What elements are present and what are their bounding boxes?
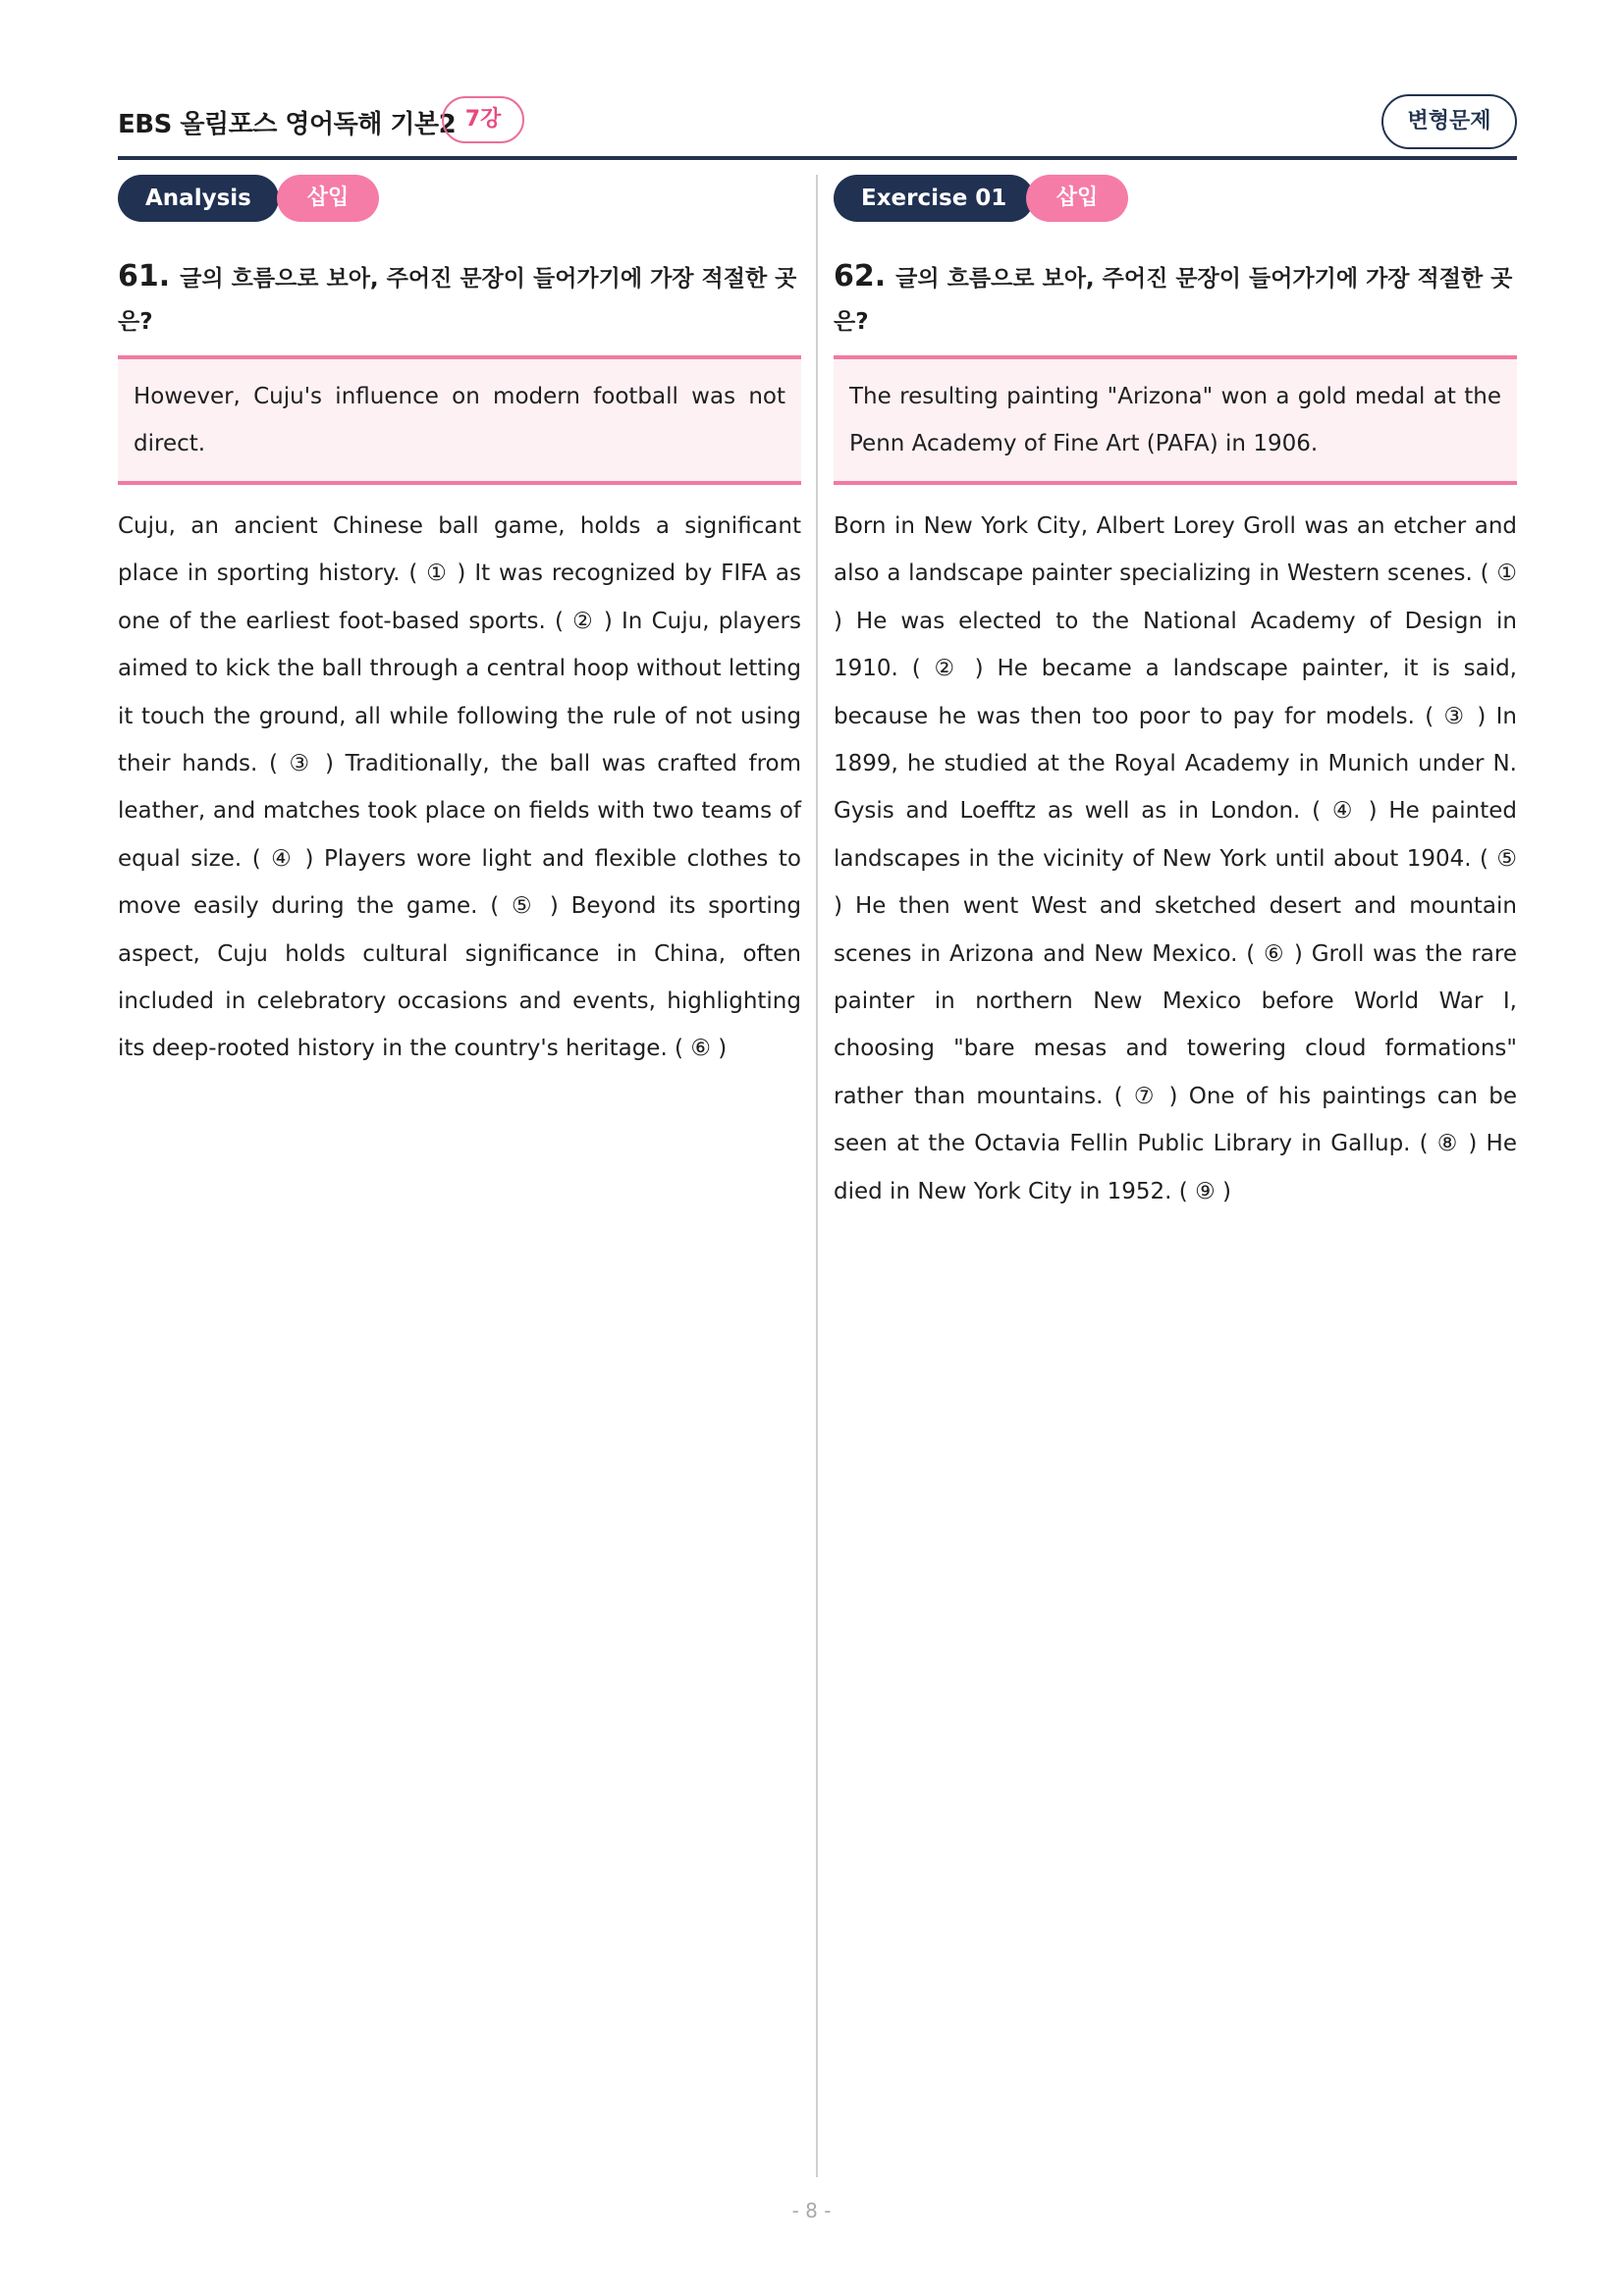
- column-divider: [816, 175, 818, 2177]
- insertion-tag: 삽입: [1026, 175, 1128, 222]
- page-number: - 8 -: [791, 2199, 832, 2222]
- question-number: 61.: [118, 259, 171, 294]
- right-column: [834, 175, 1517, 1215]
- left-tags: [118, 175, 801, 222]
- header-divider: [118, 156, 1517, 160]
- given-sentence-box: [834, 355, 1517, 485]
- question-text: 글의 흐름으로 보아, 주어진 문장이 들어가기에 가장 적절한 곳은?: [118, 266, 797, 335]
- variant-badge: 변형문제: [1381, 94, 1517, 149]
- page-header: [118, 94, 1517, 157]
- left-column: [118, 175, 801, 1073]
- right-tags: [834, 175, 1517, 222]
- given-sentence-box: [118, 355, 801, 485]
- analysis-tag: Analysis: [118, 175, 279, 222]
- question-text: 글의 흐름으로 보아, 주어진 문장이 들어가기에 가장 적절한 곳은?: [834, 266, 1513, 335]
- question-61: [118, 255, 801, 344]
- lesson-badge: 7강: [442, 96, 524, 143]
- question-number: 62.: [834, 259, 887, 294]
- given-sentence: The resulting painting "Arizona" won a gold medal at the Penn Academy of Fine Art (PAFA) in 1906.: [849, 384, 1501, 456]
- passage-text: Born in New York City, Albert Lorey Groll was an etcher and also a landscape painter specializing in Western scenes. ( ① ) He was elected to the National Academy of Design in 1910. ( ② ) He became a landscape painter, it is said, because he was then too poor to pay for models. ( ③ ) In 1899, he studied at the Royal Academy in Munich under N. Gysis and Loefftz as well as in London. ( ④ ) He painted landscapes in the vicinity of New York until about 1904. ( ⑤ ) He then went West and sketched desert and mountain scenes in Arizona and New Mexico. ( ⑥ ) Groll was the rare painter in northern New Mexico before World War I, choosing "bare mesas and towering cloud formations" rather than mountains. ( ⑦ ) One of his paintings can be seen at the Octavia Fellin Public Library in Gallup. ( ⑧ ) He died in New York City in 1952. ( ⑨ ): [834, 513, 1517, 1204]
- question-62: [834, 255, 1517, 344]
- book-title: EBS 올림포스 영어독해 기본2: [118, 110, 457, 139]
- exercise-tag: Exercise 01: [834, 175, 1034, 222]
- passage-text: Cuju, an ancient Chinese ball game, holds a significant place in sporting history. ( ① ) It was recognized by FIFA as one of the earliest foot-based sports. ( ② ) In Cuju, players aimed to kick the ball through a central hoop without letting it touch the ground, all while following the rule of not using their hands. ( ③ ) Traditionally, the ball was crafted from leather, and matches took place on fields with two teams of equal size. ( ④ ) Players wore light and flexible clothes to move easily during the game. ( ⑤ ) Beyond its sporting aspect, Cuju holds cultural significance in China, often included in celebratory occasions and events, highlighting its deep-rooted history in the country's heritage. ( ⑥ ): [118, 513, 801, 1062]
- given-sentence: However, Cuju's influence on modern football was not direct.: [134, 384, 785, 456]
- insertion-tag: 삽입: [277, 175, 379, 222]
